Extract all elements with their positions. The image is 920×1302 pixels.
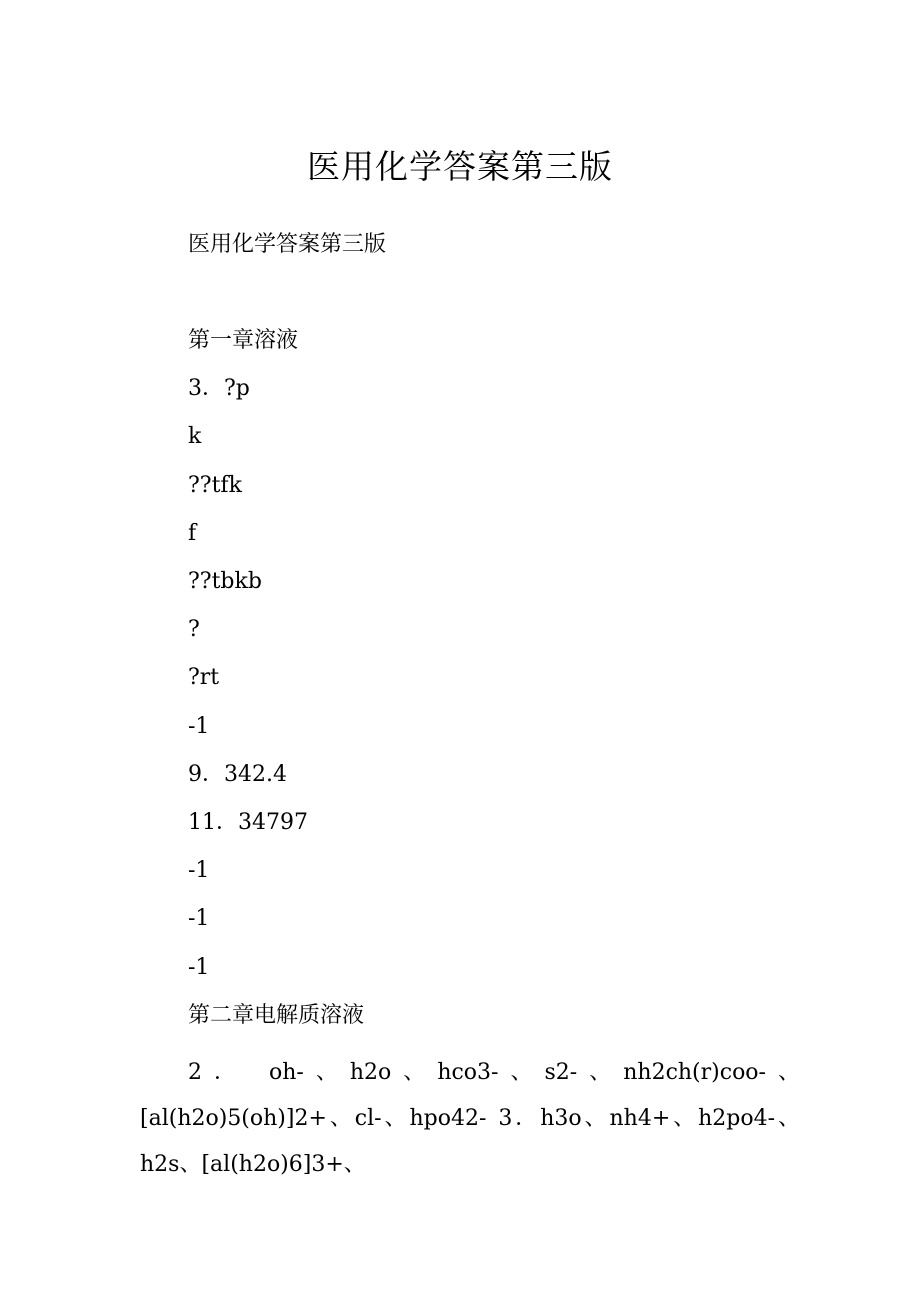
text-line: f <box>188 521 197 546</box>
text-line: -1 <box>188 858 210 883</box>
text-line: -1 <box>188 955 210 980</box>
document-title: 医用化学答案第三版 <box>307 147 613 186</box>
text-line: 9．342.4 <box>188 762 287 787</box>
text-line: 11．34797 <box>188 810 308 835</box>
text-line: 3．?p <box>188 376 250 401</box>
text-line: -1 <box>188 906 210 931</box>
text-line: ?rt <box>188 665 220 690</box>
text-line: ? <box>188 617 200 642</box>
text-line: ??tbkb <box>188 569 262 594</box>
body-paragraph: 2． oh-、h2o、hco3-、s2-、nh2ch(r)coo-、[al(h2o)5(oh)]2+、cl-、hpo42- 3．h3o、nh4+、h2po4-、h2s、[al(h2o)6]3+、 <box>140 1060 800 1177</box>
chapter-heading: 第二章电解质溶液 <box>188 1003 365 1028</box>
text-line: -1 <box>188 714 210 739</box>
chapter-heading: 第一章溶液 <box>188 328 299 353</box>
text-line: k <box>188 424 202 449</box>
document-subtitle: 医用化学答案第三版 <box>188 232 387 257</box>
text-line: ??tfk <box>188 473 242 498</box>
